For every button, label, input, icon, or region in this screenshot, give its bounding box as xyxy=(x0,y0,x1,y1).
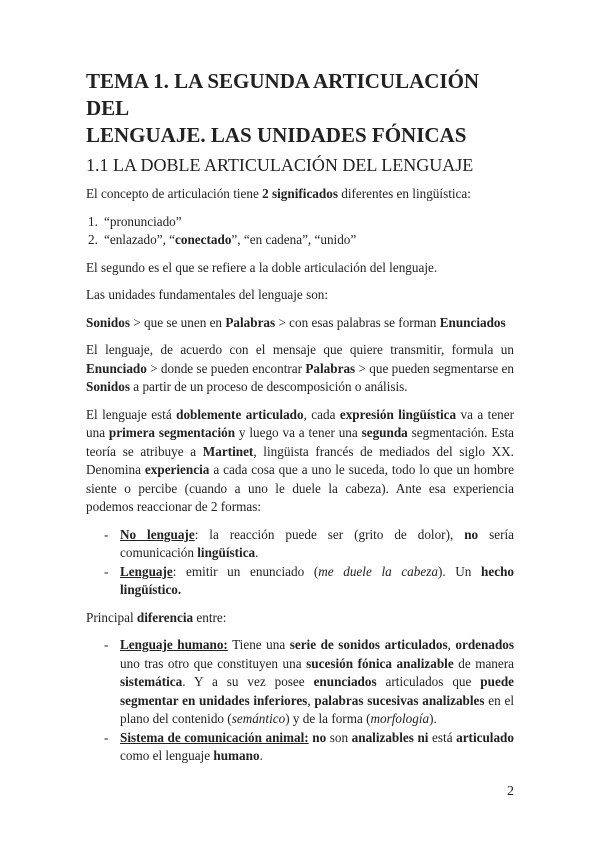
title-line-2: LENGUAJE. LAS UNIDADES FÓNICAS xyxy=(86,123,467,147)
intro-paragraph: El concepto de articulación tiene 2 significados diferentes en lingüística: xyxy=(86,186,471,201)
paragraph-articulado: El lenguaje está doblemente articulado, cada expresión lingüística va a tener una primera segmentación y luego va a tener una segunda segmentación. Esta teoría se atribuye a Martinet, lingüista francés de mediados del siglo XX. Denomina experiencia a cada cosa que a uno le suceda, todo lo que un hombre siente o percibe (cuando a uno le duele la cabeza). Ante esa experiencia podemos reaccionar de 2 formas: xyxy=(86,406,515,514)
list-item: - Lenguaje humano: Tiene una serie de sonidos articulados, ordenados uno tras otro que constituyen una sucesión fónica analizable de manera sistemática. Y a su vez posee enunciados articulados que puede segmentar en unidades inferiores, palabras sucesivas analizables en el plano del contenido (semántico) y de la forma (morfología). xyxy=(104,637,515,726)
paragraph-unidades: Las unidades fundamentales del lenguaje son: xyxy=(86,287,329,302)
list-item: - Lenguaje: emitir un enunciado (me duele la cabeza). Un hecho lingüístico. xyxy=(104,563,514,597)
list-item: - No lenguaje: la reacción puede ser (grito de dolor), no sería comunicación lingüística. xyxy=(104,526,514,560)
paragraph-diferencia: Principal diferencia entre: xyxy=(86,609,227,625)
page-number: 2 xyxy=(507,784,514,799)
list-item: 1. “pronunciado” xyxy=(88,213,182,229)
list-item: - Sistema de comunicación animal: no son analizables ni está articulado como el lenguaje humano. xyxy=(104,729,514,763)
title-line-1: TEMA 1. LA SEGUNDA ARTICULACIÓN DEL xyxy=(86,69,480,120)
document-page xyxy=(86,68,514,775)
list-item: 2. “enlazado”, “conectado”, “en cadena”, “unido” xyxy=(88,232,357,247)
section-heading: 1.1 LA DOBLE ARTICULACIÓN DEL LENGUAJE xyxy=(86,155,474,175)
meanings-list xyxy=(86,213,514,250)
document-title xyxy=(86,68,514,149)
paragraph-segundo: El segundo es el que se refiere a la doble articulación del lenguaje. xyxy=(86,259,438,275)
reaction-list xyxy=(86,526,514,600)
paragraph-lenguaje: El lenguaje, de acuerdo con el mensaje que quiere transmitir, formula un Enunciado > donde se pueden encontrar Palabras > que pueden segmentarse en Sonidos a partir de un proceso de descomposición o análisis. xyxy=(86,342,514,394)
paragraph-sonidos: Sonidos > que se unen en Palabras > con esas palabras se forman Enunciados xyxy=(86,314,506,330)
difference-list xyxy=(86,636,514,766)
